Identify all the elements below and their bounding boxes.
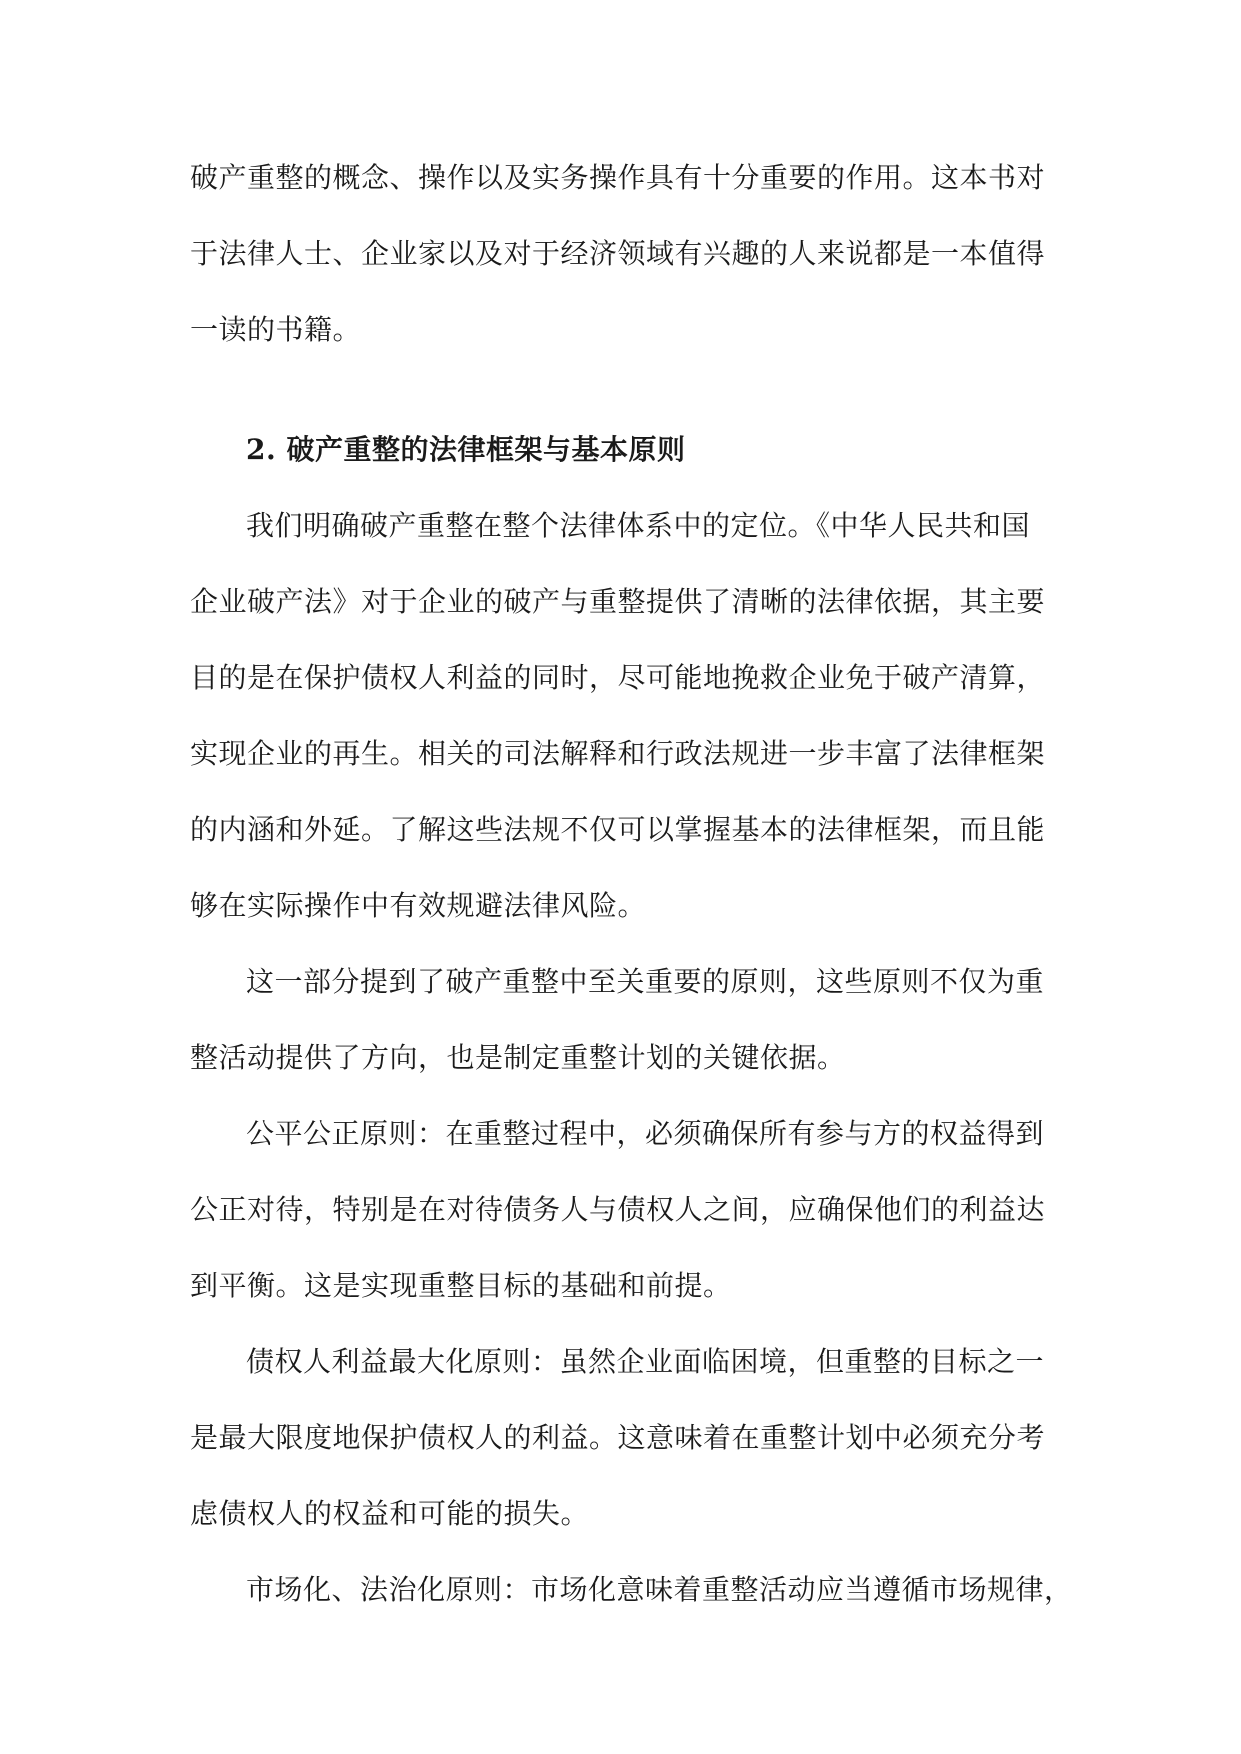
text-line: 破产重整的概念、操作以及实务操作具有十分重要的作用。这本书对 — [190, 161, 1046, 194]
section-heading: 2. 破产重整的法律框架与基本原则 — [246, 433, 686, 466]
text-line: 公正对待，特别是在对待债务人与债权人之间，应确保他们的利益达 — [190, 1193, 1046, 1226]
intro-paragraph — [190, 140, 1055, 368]
text-line: 的内涵和外延。了解这些法规不仅可以掌握基本的法律框架，而且能 — [190, 813, 1046, 846]
text-line: 够在实际操作中有效规避法律风险。 — [190, 889, 647, 922]
page-content — [190, 140, 1073, 1628]
body-paragraphs — [190, 488, 1073, 1628]
text-line: 我们明确破产重整在整个法律体系中的定位。《中华人民共和国 — [246, 509, 1031, 542]
text-line: 实现企业的再生。相关的司法解释和行政法规进一步丰富了法律框架 — [190, 737, 1046, 770]
text-line: 于法律人士、企业家以及对于经济领域有兴趣的人来说都是一本值得 — [190, 237, 1046, 270]
text-line: 债权人利益最大化原则：虽然企业面临困境，但重整的目标之一 — [246, 1345, 1045, 1378]
text-line: 公平公正原则：在重整过程中，必须确保所有参与方的权益得到 — [246, 1117, 1045, 1150]
text-line: 企业破产法》对于企业的破产与重整提供了清晰的法律依据，其主要 — [190, 585, 1046, 618]
text-line: 是最大限度地保护债权人的利益。这意味着在重整计划中必须充分考 — [190, 1421, 1046, 1454]
text-line: 这一部分提到了破产重整中至关重要的原则，这些原则不仅为重 — [246, 965, 1045, 998]
text-line: 一读的书籍。 — [190, 313, 362, 346]
text-line: 整活动提供了方向，也是制定重整计划的关键依据。 — [190, 1041, 846, 1074]
text-line: 虑债权人的权益和可能的损失。 — [190, 1497, 590, 1530]
text-line: 目的是在保护债权人利益的同时，尽可能地挽救企业免于破产清算， — [190, 661, 1046, 694]
text-line: 市场化、法治化原则：市场化意味着重整活动应当遵循市场规律， — [246, 1573, 1073, 1606]
text-line: 到平衡。这是实现重整目标的基础和前提。 — [190, 1269, 732, 1302]
